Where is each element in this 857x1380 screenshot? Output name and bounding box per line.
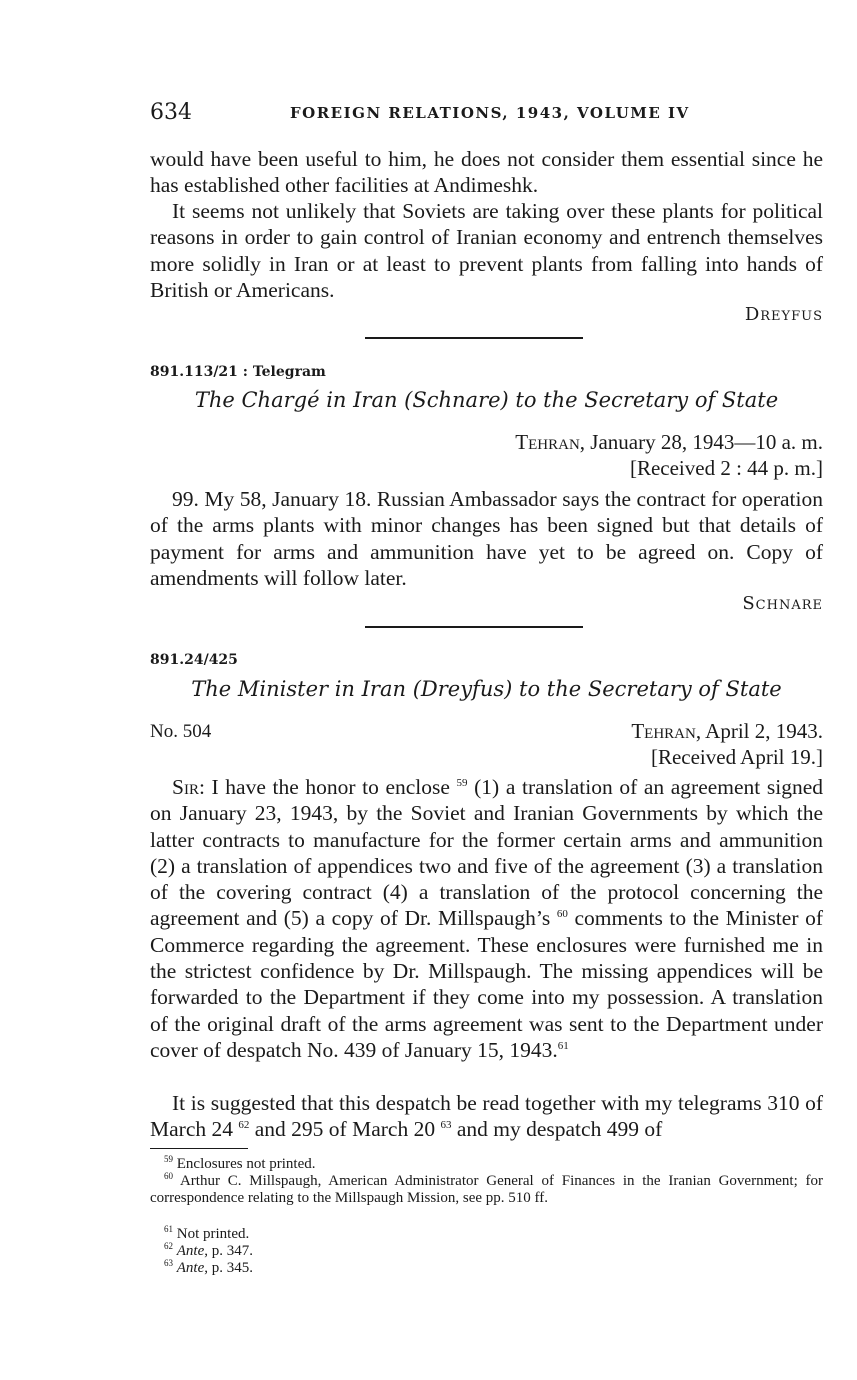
doc3-file-number: 891.24/425: [150, 652, 238, 668]
footnote-ref: 59: [456, 776, 468, 789]
footnote-ref: 63: [440, 1119, 452, 1132]
doc1-paragraph-1: would have been useful to him, he does not consider them essential since he has established other facilities at Andimeshk.: [150, 147, 823, 198]
doc3-heading-b: ) to the Secretary of State: [504, 677, 782, 701]
footnote-ref: 62: [238, 1119, 250, 1132]
doc3-p2-c: and my despatch 499 of: [451, 1117, 663, 1142]
section-divider: [365, 626, 583, 628]
footnote-text: Enclosures not printed.: [176, 1156, 316, 1172]
footnote-mark: 60: [164, 1171, 173, 1181]
doc1-signature: Dreyfus: [744, 304, 823, 325]
page-number: 634: [150, 100, 192, 125]
doc1-paragraph-2: It seems not unlikely that Soviets are taking over these plants for political reasons in order to gain control of Iranian economy and entrench themselves more solidly in Iran or at least to prevent plants from falling into hands of British or Americans.: [150, 199, 823, 302]
footnote-ref: 61: [557, 1039, 569, 1052]
footnote-text: , p. 347.: [204, 1243, 253, 1259]
footnote-61: [150, 1226, 823, 1243]
footnote-62: [150, 1243, 823, 1260]
footnote-mark: 59: [164, 1154, 173, 1164]
footnote-divider: [150, 1148, 248, 1149]
doc3-paragraph-2: [150, 1090, 823, 1143]
doc3-p2-a: It is suggested that this despatch be read together with my telegrams 310 of March 24: [150, 1091, 823, 1142]
doc2-heading: [150, 388, 823, 412]
footnote-italic: Ante: [176, 1243, 205, 1259]
footnote-mark: 62: [164, 1241, 173, 1251]
footnote-mark: 61: [164, 1224, 173, 1234]
doc2-file-number: 891.113/21 : Telegram: [150, 364, 326, 380]
doc2-signature: Schnare: [742, 593, 823, 614]
doc2-heading-a: The Chargé in Iran (: [194, 388, 413, 412]
doc2-heading-b: ) to the Secretary of State: [500, 388, 779, 412]
doc2-date: , January 28, 1943—10 a. m.: [579, 430, 823, 454]
doc3-heading-a: The Minister in Iran (: [191, 677, 421, 701]
doc2-heading-name: Schnare: [412, 388, 501, 412]
doc3-salutation: Sir: [172, 775, 199, 799]
doc3-p1-c: comments to the Minister of Commerce regarding the agreement. These enclosures were furnished me in the strictest confidence by Dr. Millspaugh. The missing appendices will be forwarded to the Department if they come into my possession. A translation of the original draft of the arms agreement was sent to the Department under cover of despatch No. 439 of January 15, 1943.: [150, 906, 823, 1062]
doc3-place: Tehran: [631, 719, 696, 743]
footnote-mark: 63: [164, 1258, 173, 1268]
footnote-60: [150, 1173, 823, 1207]
doc3-date: , April 2, 1943.: [695, 719, 823, 743]
doc3-received: [Received April 19.]: [650, 745, 823, 769]
footnote-text: Arthur C. Millspaugh, American Administrator General of Finances in the Iranian Government; for correspondence relating to the Millspaugh Mission, see pp. 510 ff.: [150, 1173, 823, 1206]
doc3-p1-b: (1) a translation of an agreement signed on January 23, 1943, by the Soviet and Iranian Governments by which the latter contracts to manufacture for the former certain arms and ammunition (2) a translation of appendices two and five of the agreement (3) a translation of the covering contract (4) a translation of the protocol concerning the agreement and (5) a copy of Dr. Millspaugh’s: [150, 775, 824, 931]
doc3-number: No. 504: [150, 721, 212, 742]
doc2-received: [Received 2 : 44 p. m.]: [629, 456, 823, 480]
footnote-59: [150, 1156, 823, 1173]
doc3-p1-a: : I have the honor to enclose: [198, 775, 457, 799]
footnote-italic: Ante: [176, 1260, 205, 1276]
doc2-place: Tehran: [515, 430, 580, 454]
doc2-paragraph-1: 99. My 58, January 18. Russian Ambassador says the contract for operation of the arms plants with minor changes has been signed but that details of payment for arms and ammunition have yet to be agreed on. Copy of amendments will follow later.: [150, 487, 823, 590]
doc2-dateline: [515, 430, 823, 455]
doc3-p2-b: and 295 of March 20: [249, 1117, 441, 1142]
section-divider: [365, 337, 583, 339]
footnote-text: , p. 345.: [204, 1260, 253, 1276]
footnote-text: Not printed.: [176, 1226, 250, 1242]
doc3-heading-name: Dreyfus: [420, 677, 505, 701]
doc3-paragraph-1: [150, 774, 823, 1063]
footnote-63: [150, 1260, 823, 1277]
doc3-dateline: [631, 719, 823, 744]
footnote-ref: 60: [556, 908, 568, 921]
running-title: FOREIGN RELATIONS, 1943, VOLUME IV: [290, 104, 690, 122]
doc3-heading: [150, 677, 823, 701]
